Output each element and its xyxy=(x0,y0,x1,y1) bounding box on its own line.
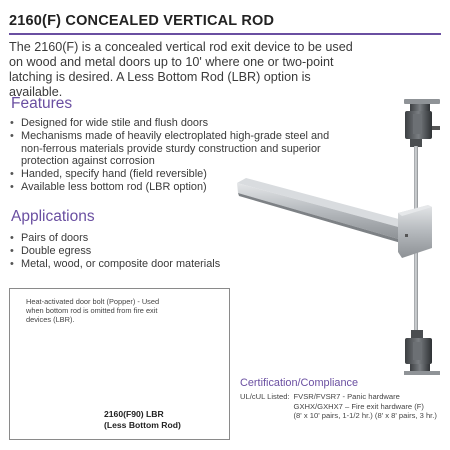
popper-note: Heat-activated door bolt (Popper) - Used when bottom rod is omitted from fire exit devices (LBR). xyxy=(26,297,160,324)
feature-item: • Mechanisms made of heavily electroplated high-grade steel and non-ferrous materials provide sturdy construction and superior protection against corrosion xyxy=(9,130,339,168)
inset-model-label xyxy=(104,409,181,430)
top-latch-icon xyxy=(404,99,440,147)
push-bar-icon xyxy=(237,178,432,258)
certification-line: FVSR/FVSR7 - Panic hardware xyxy=(293,392,400,401)
features-heading: Features xyxy=(11,95,73,112)
certification-details xyxy=(240,392,446,421)
inset-model-number: 2160(F90) LBR xyxy=(104,409,164,419)
feature-item: • Designed for wide stile and flush doors xyxy=(9,117,339,130)
lbr-inset-panel xyxy=(9,288,230,440)
page-title: 2160(F) CONCEALED VERTICAL ROD xyxy=(9,13,275,29)
feature-item: • Available less bottom rod (LBR option) xyxy=(9,181,339,194)
certification-heading: Certification/Compliance xyxy=(240,377,359,389)
application-item: • Pairs of doors xyxy=(9,232,339,245)
certification-label: UL/cUL Listed: xyxy=(240,392,290,401)
certification-line: GXHX/GXHX7 – Fire exit hardware (F) xyxy=(293,401,424,411)
application-item: • Double egress xyxy=(9,245,339,258)
application-item: • Metal, wood, or composite door materials xyxy=(9,258,339,271)
intro-paragraph: The 2160(F) is a concealed vertical rod exit device to be used on wood and metal doors up to 10' where one or two-point latching is desired. A Less Bottom Rod (LBR) option is available. xyxy=(9,40,353,99)
bottom-latch-icon xyxy=(404,330,440,375)
inset-model-description: (Less Bottom Rod) xyxy=(104,419,181,430)
feature-item: • Handed, specify hand (field reversible) xyxy=(9,168,339,181)
certification-line: (8' x 10' pairs, 1-1/2 hr.) (8' x 8' pairs, 3 hr.) xyxy=(293,411,437,421)
applications-heading: Applications xyxy=(11,208,95,225)
